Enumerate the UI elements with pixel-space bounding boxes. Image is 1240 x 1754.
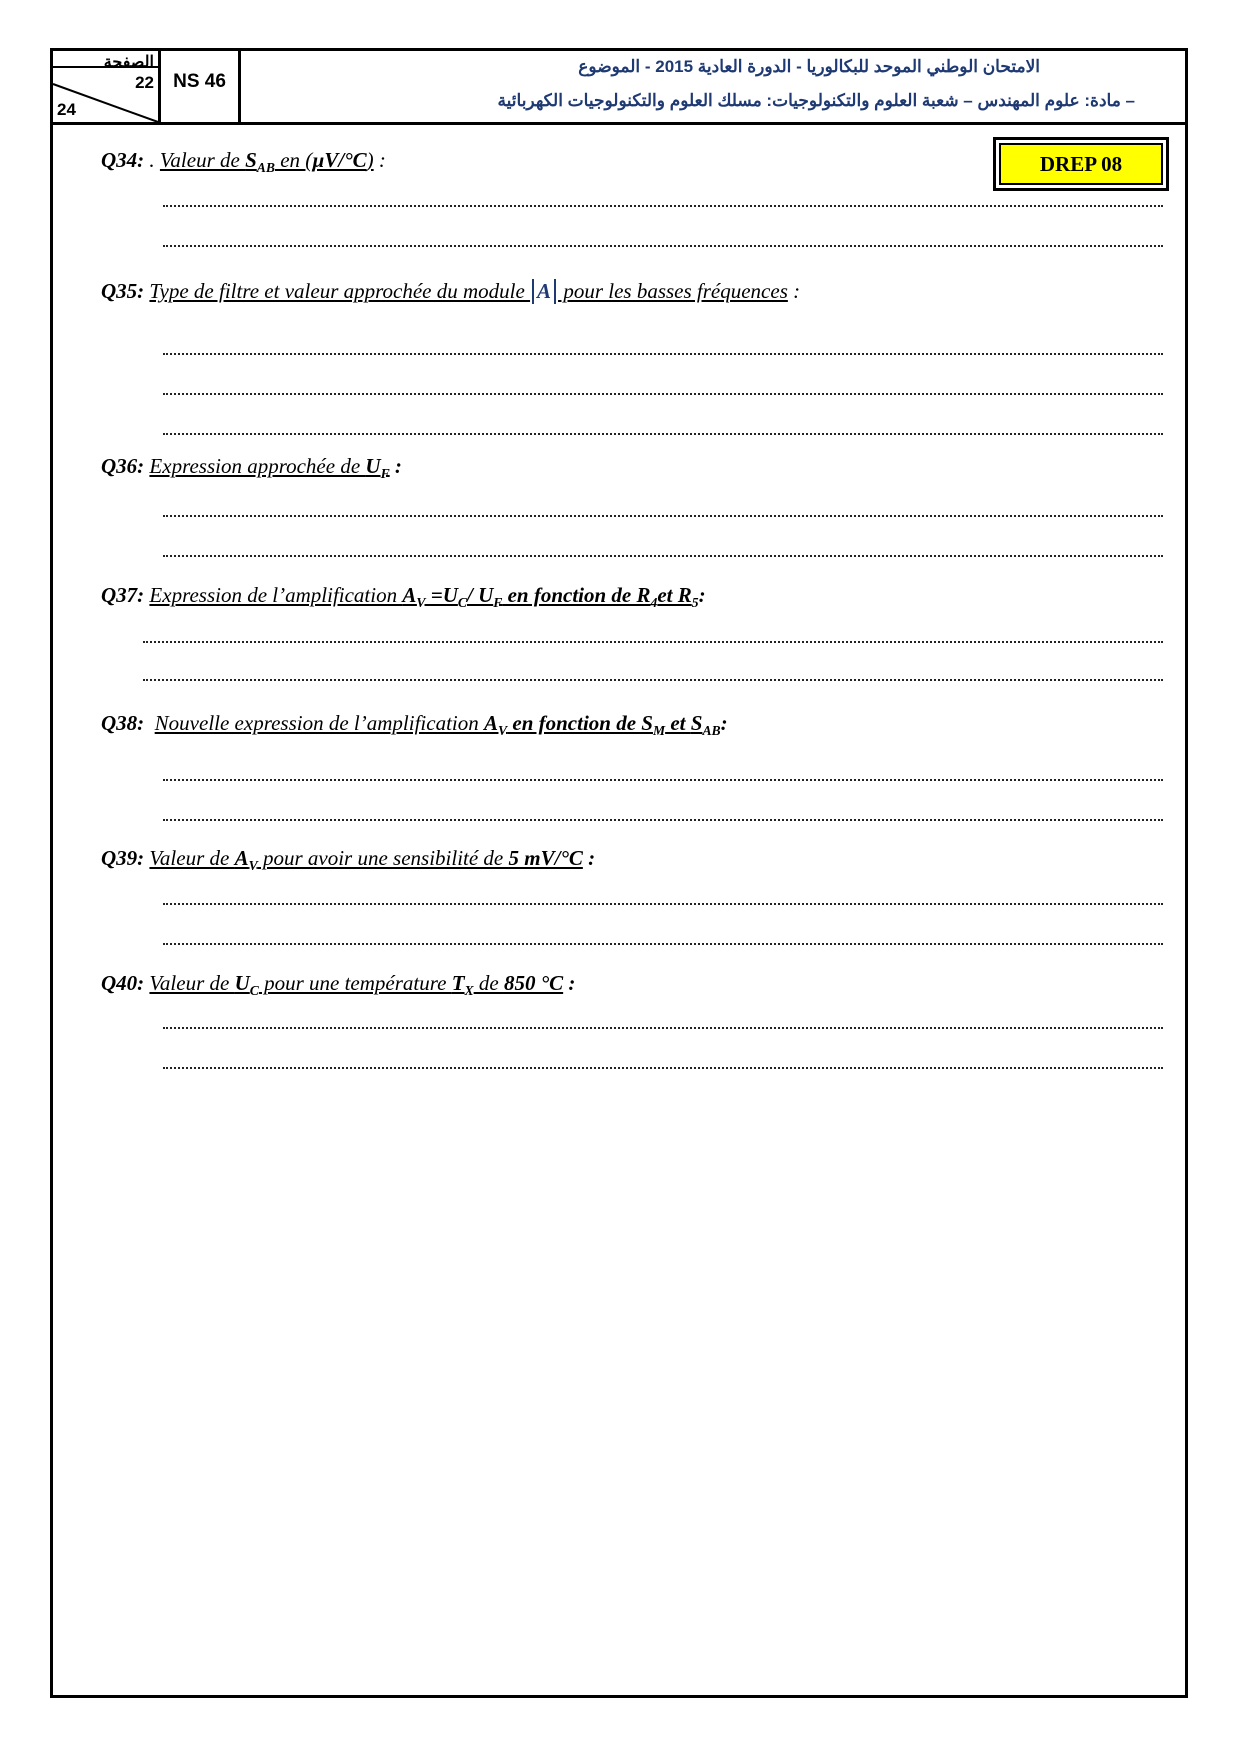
question-q40: Q40: Valeur de $U_C$ pour une température $T_X$ de 850 °C : — [101, 971, 576, 999]
question-q35: Q35: Type de filtre et valeur approchée du module A pour les basses fréquences : — [101, 279, 801, 303]
page-total: 24 — [57, 100, 76, 119]
answer-line[interactable] — [163, 765, 1163, 781]
answer-line[interactable] — [163, 501, 1163, 517]
page-label: الصفحة — [103, 54, 154, 71]
answer-line[interactable] — [163, 889, 1163, 905]
answer-line[interactable] — [163, 339, 1163, 355]
drep-label: DREP 08 — [999, 143, 1163, 185]
answer-line[interactable] — [163, 541, 1163, 557]
answer-line[interactable] — [163, 379, 1163, 395]
question-q37: Q37: Expression de l’amplification $A_V =U_C/$ $U_F$ en fonction de $R_4et$ $R_5$: — [101, 583, 706, 611]
page-frame — [50, 48, 1188, 1698]
drep-box — [993, 137, 1169, 191]
norm-A-symbol: A — [532, 279, 556, 304]
answer-line[interactable] — [163, 805, 1163, 821]
question-q34: Q34: . Valeur de $S_{AB}$ en (µV/°C) : — [101, 148, 386, 176]
answer-line[interactable] — [163, 191, 1163, 207]
header — [53, 51, 1185, 125]
answer-line[interactable] — [163, 419, 1163, 435]
header-title-line2: – مادة: علوم المهندس – شعبة العلوم والتكنولوجيات: مسلك العلوم والتكنولوجيات الكهربائية — [497, 91, 1135, 110]
page-number-cell — [53, 51, 161, 122]
header-title-line1: الامتحان الوطني الموحد للبكالوريا - الدورة العادية 2015 - الموضوع — [578, 57, 1040, 76]
exam-code-cell — [161, 51, 241, 122]
answer-line[interactable] — [163, 1053, 1163, 1069]
header-title-cell — [241, 51, 1185, 122]
page-current: 22 — [135, 73, 154, 92]
answer-line[interactable] — [143, 665, 1163, 681]
question-q36: Q36: Expression approchée de $U_F$ : — [101, 454, 402, 482]
answer-line[interactable] — [163, 929, 1163, 945]
question-q38: Q38: Nouvelle expression de l’amplification $A_V$ en fonction de $S_M$ et $S_{AB}$: — [101, 711, 728, 739]
answer-line[interactable] — [163, 231, 1163, 247]
exam-code: NS 46 — [173, 71, 226, 92]
question-q39: Q39: Valeur de $A_V$ pour avoir une sensibilité de 5 mV/°C : — [101, 846, 596, 874]
answer-line[interactable] — [163, 1013, 1163, 1029]
answer-line[interactable] — [143, 627, 1163, 643]
